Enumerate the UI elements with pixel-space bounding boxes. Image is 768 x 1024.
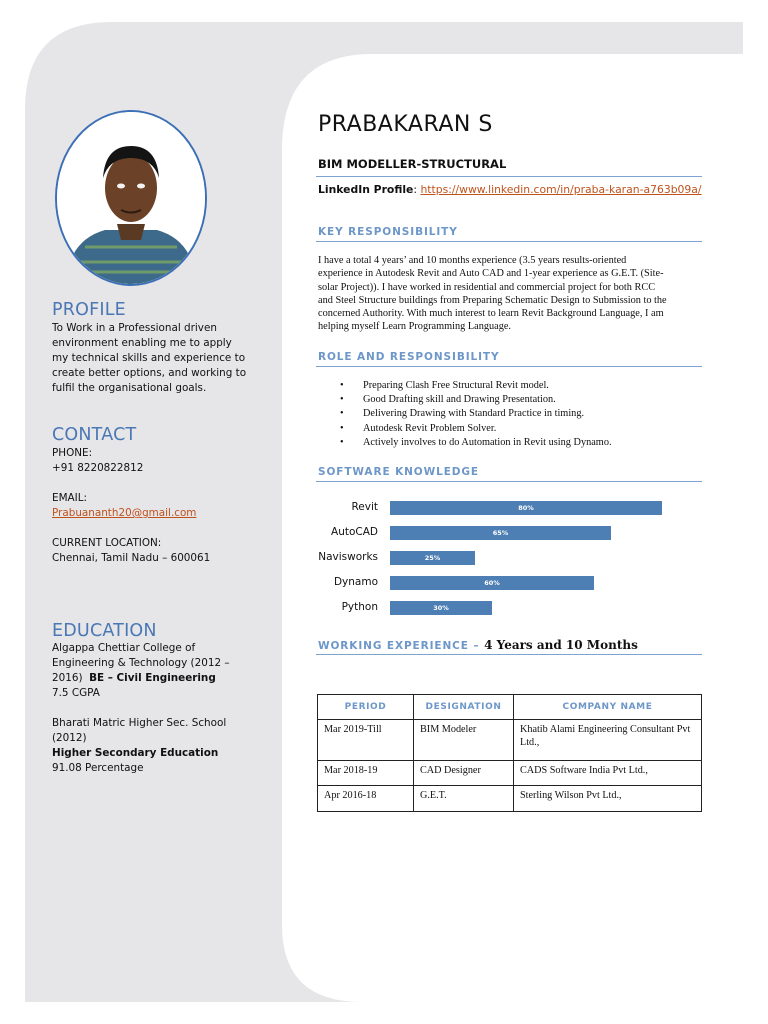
linkedin-link[interactable]: https://www.linkedin.com/in/praba-karan-a763b09a/ <box>420 183 702 196</box>
location-label: CURRENT LOCATION: <box>52 537 162 549</box>
linkedin-label: LinkedIn Profile <box>318 183 414 196</box>
school-score: 91.08 Percentage <box>52 762 144 774</box>
designation-cell: BIM Modeler <box>414 720 514 761</box>
email-label: EMAIL: <box>52 492 87 504</box>
list-item-text: Preparing Clash Free Structural Revit model. <box>363 380 549 391</box>
column-header: DESIGNATION <box>414 695 514 720</box>
college-year: 2016) <box>52 672 83 684</box>
list-item-text: Autodesk Revit Problem Solver. <box>363 422 497 434</box>
table-header-row <box>318 695 702 720</box>
designation-cell: CAD Designer <box>414 761 514 786</box>
college-name: Algappa Chettiar College of <box>52 642 196 654</box>
chart-bar <box>390 526 611 540</box>
candidate-name: PRABAKARAN S <box>318 112 493 137</box>
job-title: BIM MODELLER-STRUCTURAL <box>318 157 507 171</box>
chart-category-label: Revit <box>351 501 378 513</box>
list-item <box>340 393 612 407</box>
chart-bar <box>390 501 662 515</box>
school-name: Bharati Matric Higher Sec. School <box>52 717 227 729</box>
role-responsibility-heading: ROLE AND RESPONSIBILITY <box>318 351 500 363</box>
profile-line: environment enabling me to apply <box>52 337 232 349</box>
profile-text <box>52 321 246 396</box>
list-item <box>340 379 612 393</box>
bullet-icon: • <box>340 380 344 391</box>
phone-number: +91 8220822812 <box>52 462 144 474</box>
bullet-icon: • <box>340 394 344 406</box>
chart-row <box>300 574 720 590</box>
education-heading: EDUCATION <box>52 621 157 641</box>
profile-line: fulfil the organisational goals. <box>52 382 207 394</box>
software-knowledge-heading: SOFTWARE KNOWLEDGE <box>318 466 479 478</box>
chart-bar <box>390 601 492 615</box>
table-row <box>318 720 702 761</box>
list-item <box>340 436 612 450</box>
bullet-icon: • <box>340 408 344 420</box>
chart-value-label: 30% <box>433 604 449 612</box>
divider <box>316 176 702 177</box>
divider <box>316 241 702 242</box>
chart-bar <box>390 576 594 590</box>
chart-value-label: 60% <box>484 579 500 587</box>
profile-line: my technical skills and experience to <box>52 352 246 364</box>
chart-row <box>300 499 720 515</box>
education-block <box>52 641 230 776</box>
bullet-icon: • <box>340 422 344 434</box>
college-degree: BE – Civil Engineering <box>89 672 216 684</box>
working-experience-label: WORKING EXPERIENCE – <box>318 640 480 652</box>
list-item <box>340 422 612 436</box>
school-year: (2012) <box>52 732 87 744</box>
divider <box>316 366 702 367</box>
working-experience-heading <box>318 638 638 652</box>
key-responsibility-heading: KEY RESPONSIBILITY <box>318 226 458 238</box>
chart-row <box>300 524 720 540</box>
company-cell: Sterling Wilson Pvt Ltd., <box>514 786 702 812</box>
chart-value-label: 80% <box>518 504 534 512</box>
person-portrait-icon <box>57 112 205 284</box>
company-cell: Khatib Alami Engineering Consultant Pvt Ltd., <box>514 720 702 761</box>
profile-heading: PROFILE <box>52 300 126 320</box>
list-item-text: Good Drafting skill and Drawing Presentation. <box>363 394 556 406</box>
bullet-icon: • <box>340 436 344 448</box>
period-cell: Mar 2018-19 <box>318 761 414 786</box>
phone-label: PHONE: <box>52 447 93 459</box>
list-item-text: Delivering Drawing with Standard Practice in timing. <box>363 408 585 420</box>
list-item-text: Actively involves to do Automation in Revit using Dynamo. <box>363 436 612 448</box>
contact-heading: CONTACT <box>52 425 137 445</box>
table-row <box>318 761 702 786</box>
experience-table <box>317 694 702 812</box>
location-value: Chennai, Tamil Nadu – 600061 <box>52 552 211 564</box>
column-header: PERIOD <box>318 695 414 720</box>
period-cell: Mar 2019-Till <box>318 720 414 761</box>
paragraph-line: helping myself Learn Programming Language. <box>318 321 512 333</box>
company-cell: CADS Software India Pvt Ltd., <box>514 761 702 786</box>
college-score: 7.5 CGPA <box>52 687 100 699</box>
paragraph-line: solar Project)). I have worked in residential and commercial project for both RCC <box>318 281 656 293</box>
chart-category-label: Navisworks <box>318 551 378 563</box>
divider <box>316 654 702 655</box>
chart-category-label: AutoCAD <box>331 526 378 538</box>
designation-cell: G.E.T. <box>414 786 514 812</box>
school-degree: Higher Secondary Education <box>52 747 219 759</box>
experience-duration: 4 Years and 10 Months <box>484 638 638 652</box>
profile-line: create better options, and working to <box>52 367 247 379</box>
role-list <box>340 379 612 450</box>
profile-photo <box>55 110 207 286</box>
chart-row <box>300 599 720 615</box>
paragraph-line: experience in Autodesk Revit and Auto CAD and 1-year experience as G.E.T. (Site- <box>318 268 664 280</box>
paragraph-line: concerned Authority. With much interest to learn Revit Background Language, I am <box>318 308 664 320</box>
paragraph-line: I have a total 4 years’ and 10 months experience (3.5 years results-oriented <box>318 255 627 266</box>
chart-value-label: 25% <box>424 554 441 562</box>
chart-value-label: 65% <box>492 529 509 537</box>
key-responsibility-text <box>318 254 704 334</box>
chart-category-label: Python <box>341 601 378 613</box>
contact-block <box>52 446 210 566</box>
email-link[interactable]: Prabuananth20@gmail.com <box>52 507 197 519</box>
chart-bar <box>390 551 475 565</box>
period-cell: Apr 2016-18 <box>318 786 414 812</box>
college-name: Engineering & Technology (2012 – <box>52 657 230 669</box>
paragraph-line: and Steel Structure buildings from Preparing Schematic Design to Submission to the <box>318 294 667 306</box>
list-item <box>340 407 612 421</box>
linkedin-row: LinkedIn Profile: https://www.linkedin.com/in/praba-karan-a763b09a/ <box>318 183 702 196</box>
chart-row <box>300 549 720 565</box>
chart-category-label: Dynamo <box>333 576 378 588</box>
divider <box>316 481 702 482</box>
column-header: COMPANY NAME <box>514 695 702 720</box>
profile-line: To Work in a Professional driven <box>52 322 217 334</box>
table-row <box>318 786 702 812</box>
